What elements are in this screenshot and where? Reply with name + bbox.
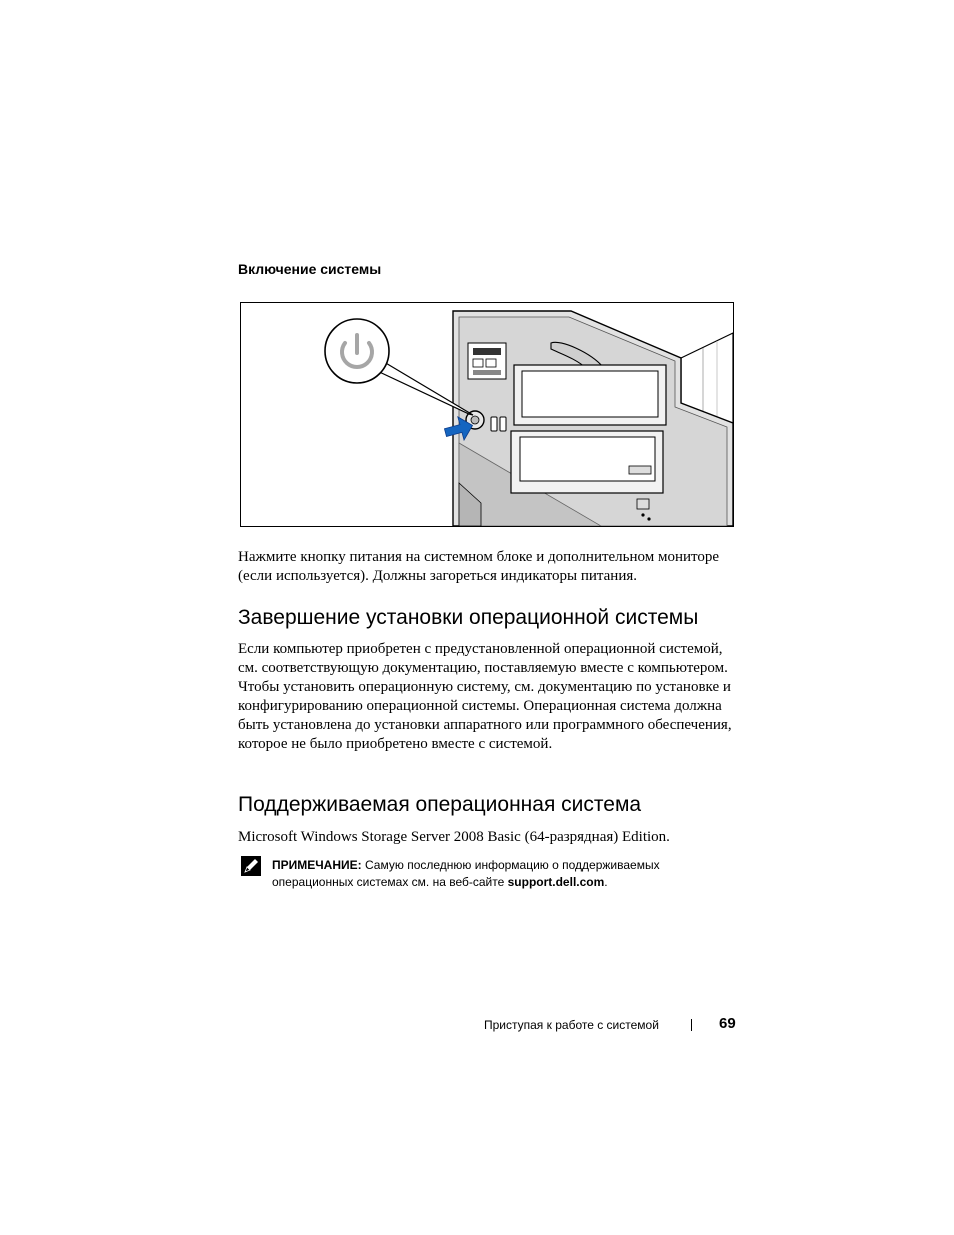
note-label: ПРИМЕЧАНИЕ: [272, 858, 362, 872]
note-end: . [604, 875, 608, 889]
note-body: Самую последнюю информацию о поддерживаемых операционных системах см. на веб-сайте [272, 858, 660, 889]
footer-title: Приступая к работе с системой [484, 1018, 659, 1032]
pencil-note-icon [240, 855, 262, 877]
finish-install-paragraph: Если компьютер приобретен с предустановленной операционной системой, см. соответствующую документацию, поставляемую вместе с компьютером. Чтобы установить операционную систему, см. документацию по установке и конфигурированию операционной системы. Операционная система должна быть установлена до установки аппаратного или программного обеспечения, которое не было приобретено вместе с системой. [238, 641, 732, 752]
note-text [272, 857, 732, 891]
power-callout [325, 319, 473, 415]
finish-install-heading: Завершение установки операционной системы [238, 606, 699, 629]
support-link[interactable]: support.dell.com [507, 875, 605, 889]
power-instructions: Нажмите кнопку питания на системном блоке и дополнительном мониторе (если используется). Должны загореться индикаторы питания. [238, 549, 720, 584]
section-heading: Включение системы [238, 261, 382, 277]
supported-os-heading: Поддерживаемая операционная система [238, 793, 642, 816]
page-footer [484, 1015, 739, 1035]
power-button-figure [240, 302, 734, 527]
supported-os-paragraph: Microsoft Windows Storage Server 2008 Basic (64-разрядная) Edition. [238, 829, 670, 845]
control-panel [468, 343, 506, 379]
page-number: 69 [719, 1015, 736, 1032]
footer-divider [691, 1019, 692, 1031]
